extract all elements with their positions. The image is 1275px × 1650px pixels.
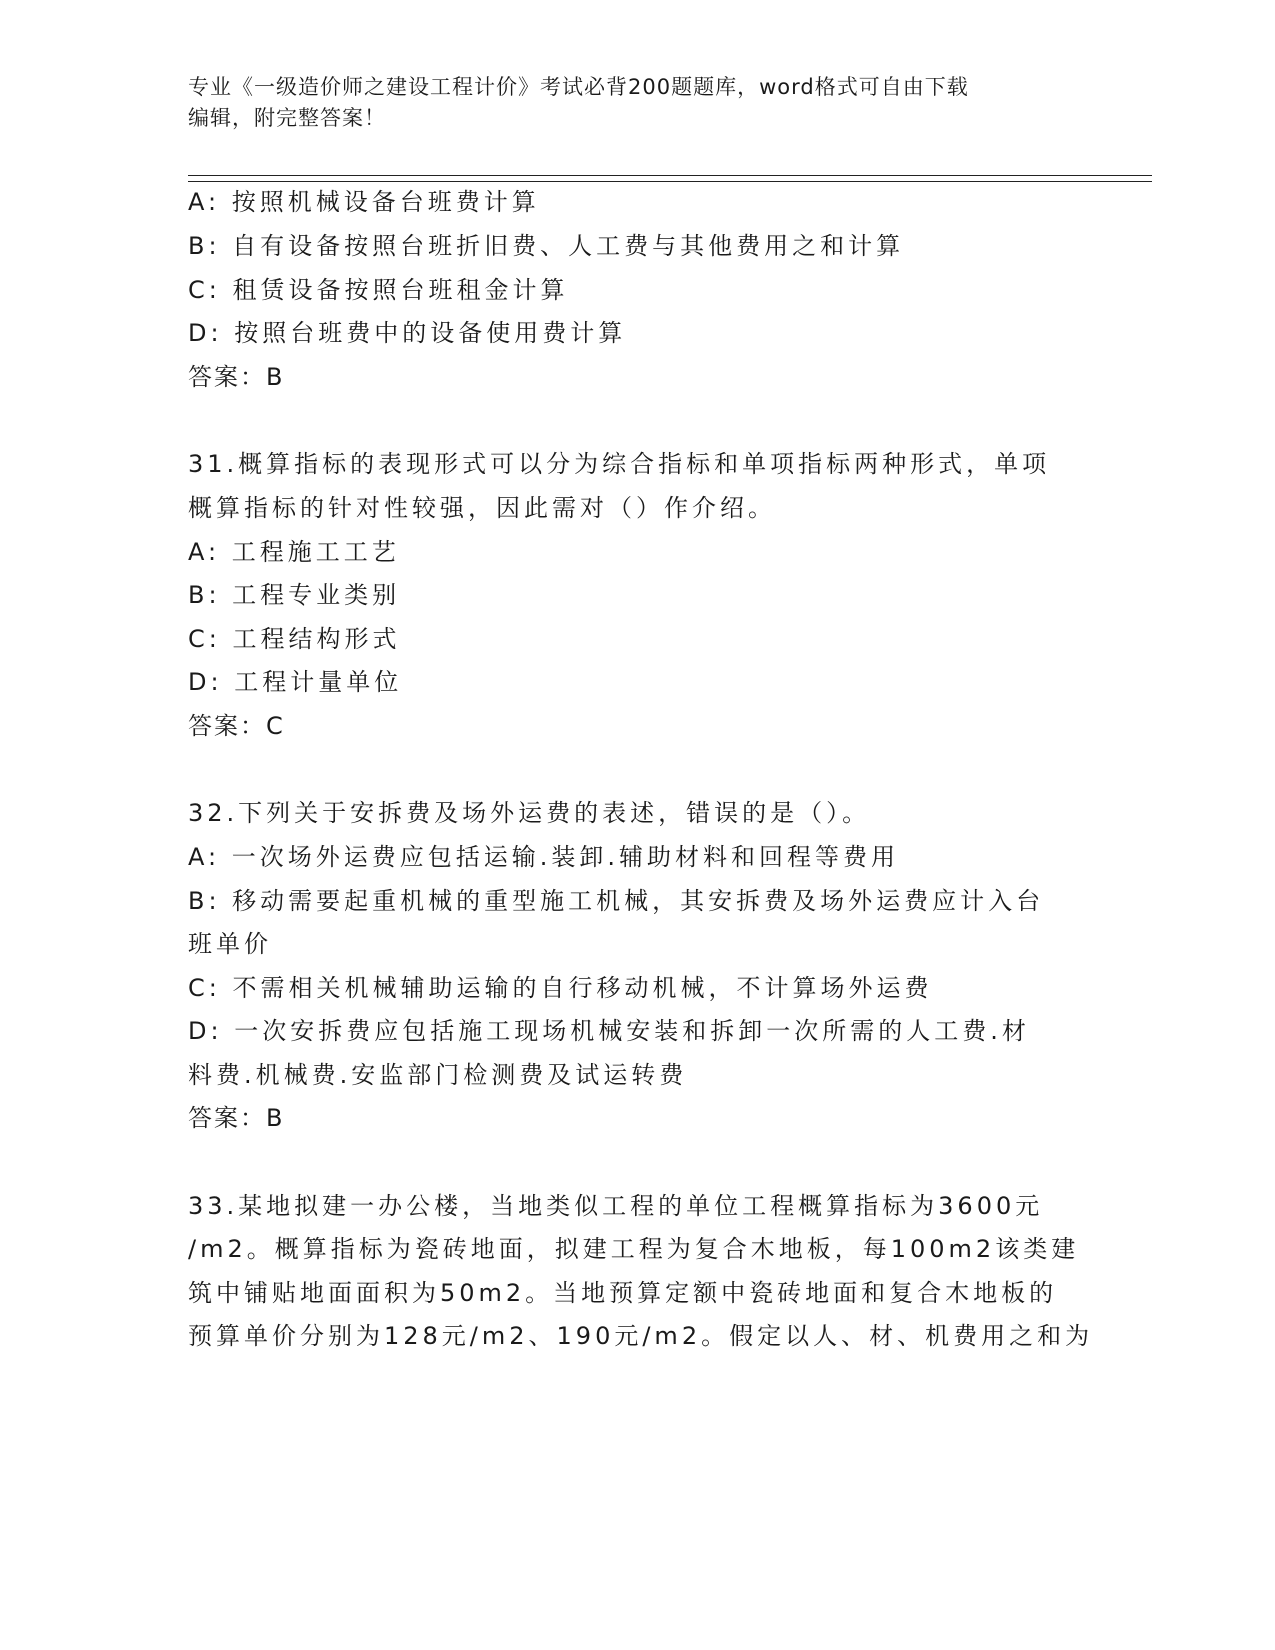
q33-stem-line2: /m2。概算指标为瓷砖地面，拟建工程为复合木地板，每100m2该类建	[188, 1235, 1080, 1263]
q31-option-c: C: 工程结构形式	[188, 625, 401, 653]
q32-option-b-line1: B: 移动需要起重机械的重型施工机械，其安拆费及场外运费应计入台	[188, 887, 1045, 915]
q32-option-c: C: 不需相关机械辅助运输的自行移动机械，不计算场外运费	[188, 974, 933, 1002]
header-title-line2: 编辑，附完整答案！	[188, 106, 386, 130]
q31-option-b: B: 工程专业类别	[188, 581, 401, 609]
q32-answer: 答案：B	[188, 1104, 285, 1132]
q31-stem-line2: 概算指标的针对性较强，因此需对（）作介绍。	[188, 494, 776, 522]
q31-answer: 答案：C	[188, 712, 285, 740]
header-title-line1: 专业《一级造价师之建设工程计价》考试必背200题题库，word格式可自由下载	[188, 75, 969, 99]
header-divider-top	[188, 175, 1152, 176]
q30-option-c: C: 租赁设备按照台班租金计算	[188, 276, 569, 304]
q32-option-a: A: 一次场外运费应包括运输.装卸.辅助材料和回程等费用	[188, 843, 899, 871]
q30-option-a: A: 按照机械设备台班费计算	[188, 188, 540, 216]
q33-stem-line4: 预算单价分别为128元/m2、190元/m2。假定以人、材、机费用之和为	[188, 1322, 1094, 1350]
q32-option-b-line2: 班单价	[188, 930, 272, 958]
q33-stem-line3: 筑中铺贴地面面积为50m2。当地预算定额中瓷砖地面和复合木地板的	[188, 1279, 1058, 1307]
q30-option-d: D: 按照台班费中的设备使用费计算	[188, 319, 627, 347]
q30-answer: 答案：B	[188, 363, 285, 391]
q31-stem-line1: 31.概算指标的表现形式可以分为综合指标和单项指标两种形式，单项	[188, 450, 1051, 478]
document-header	[188, 72, 1088, 134]
q30-option-b: B: 自有设备按照台班折旧费、人工费与其他费用之和计算	[188, 232, 905, 260]
q32-stem: 32.下列关于安拆费及场外运费的表述，错误的是（）。	[188, 799, 871, 827]
q32-option-d-line1: D: 一次安拆费应包括施工现场机械安装和拆卸一次所需的人工费.材	[188, 1017, 1030, 1045]
header-divider-bottom	[188, 181, 1152, 182]
q32-option-d-line2: 料费.机械费.安监部门检测费及试运转费	[188, 1061, 688, 1089]
q31-option-a: A: 工程施工工艺	[188, 538, 400, 566]
q31-option-d: D: 工程计量单位	[188, 668, 403, 696]
q33-stem-line1: 33.某地拟建一办公楼，当地类似工程的单位工程概算指标为3600元	[188, 1192, 1044, 1220]
